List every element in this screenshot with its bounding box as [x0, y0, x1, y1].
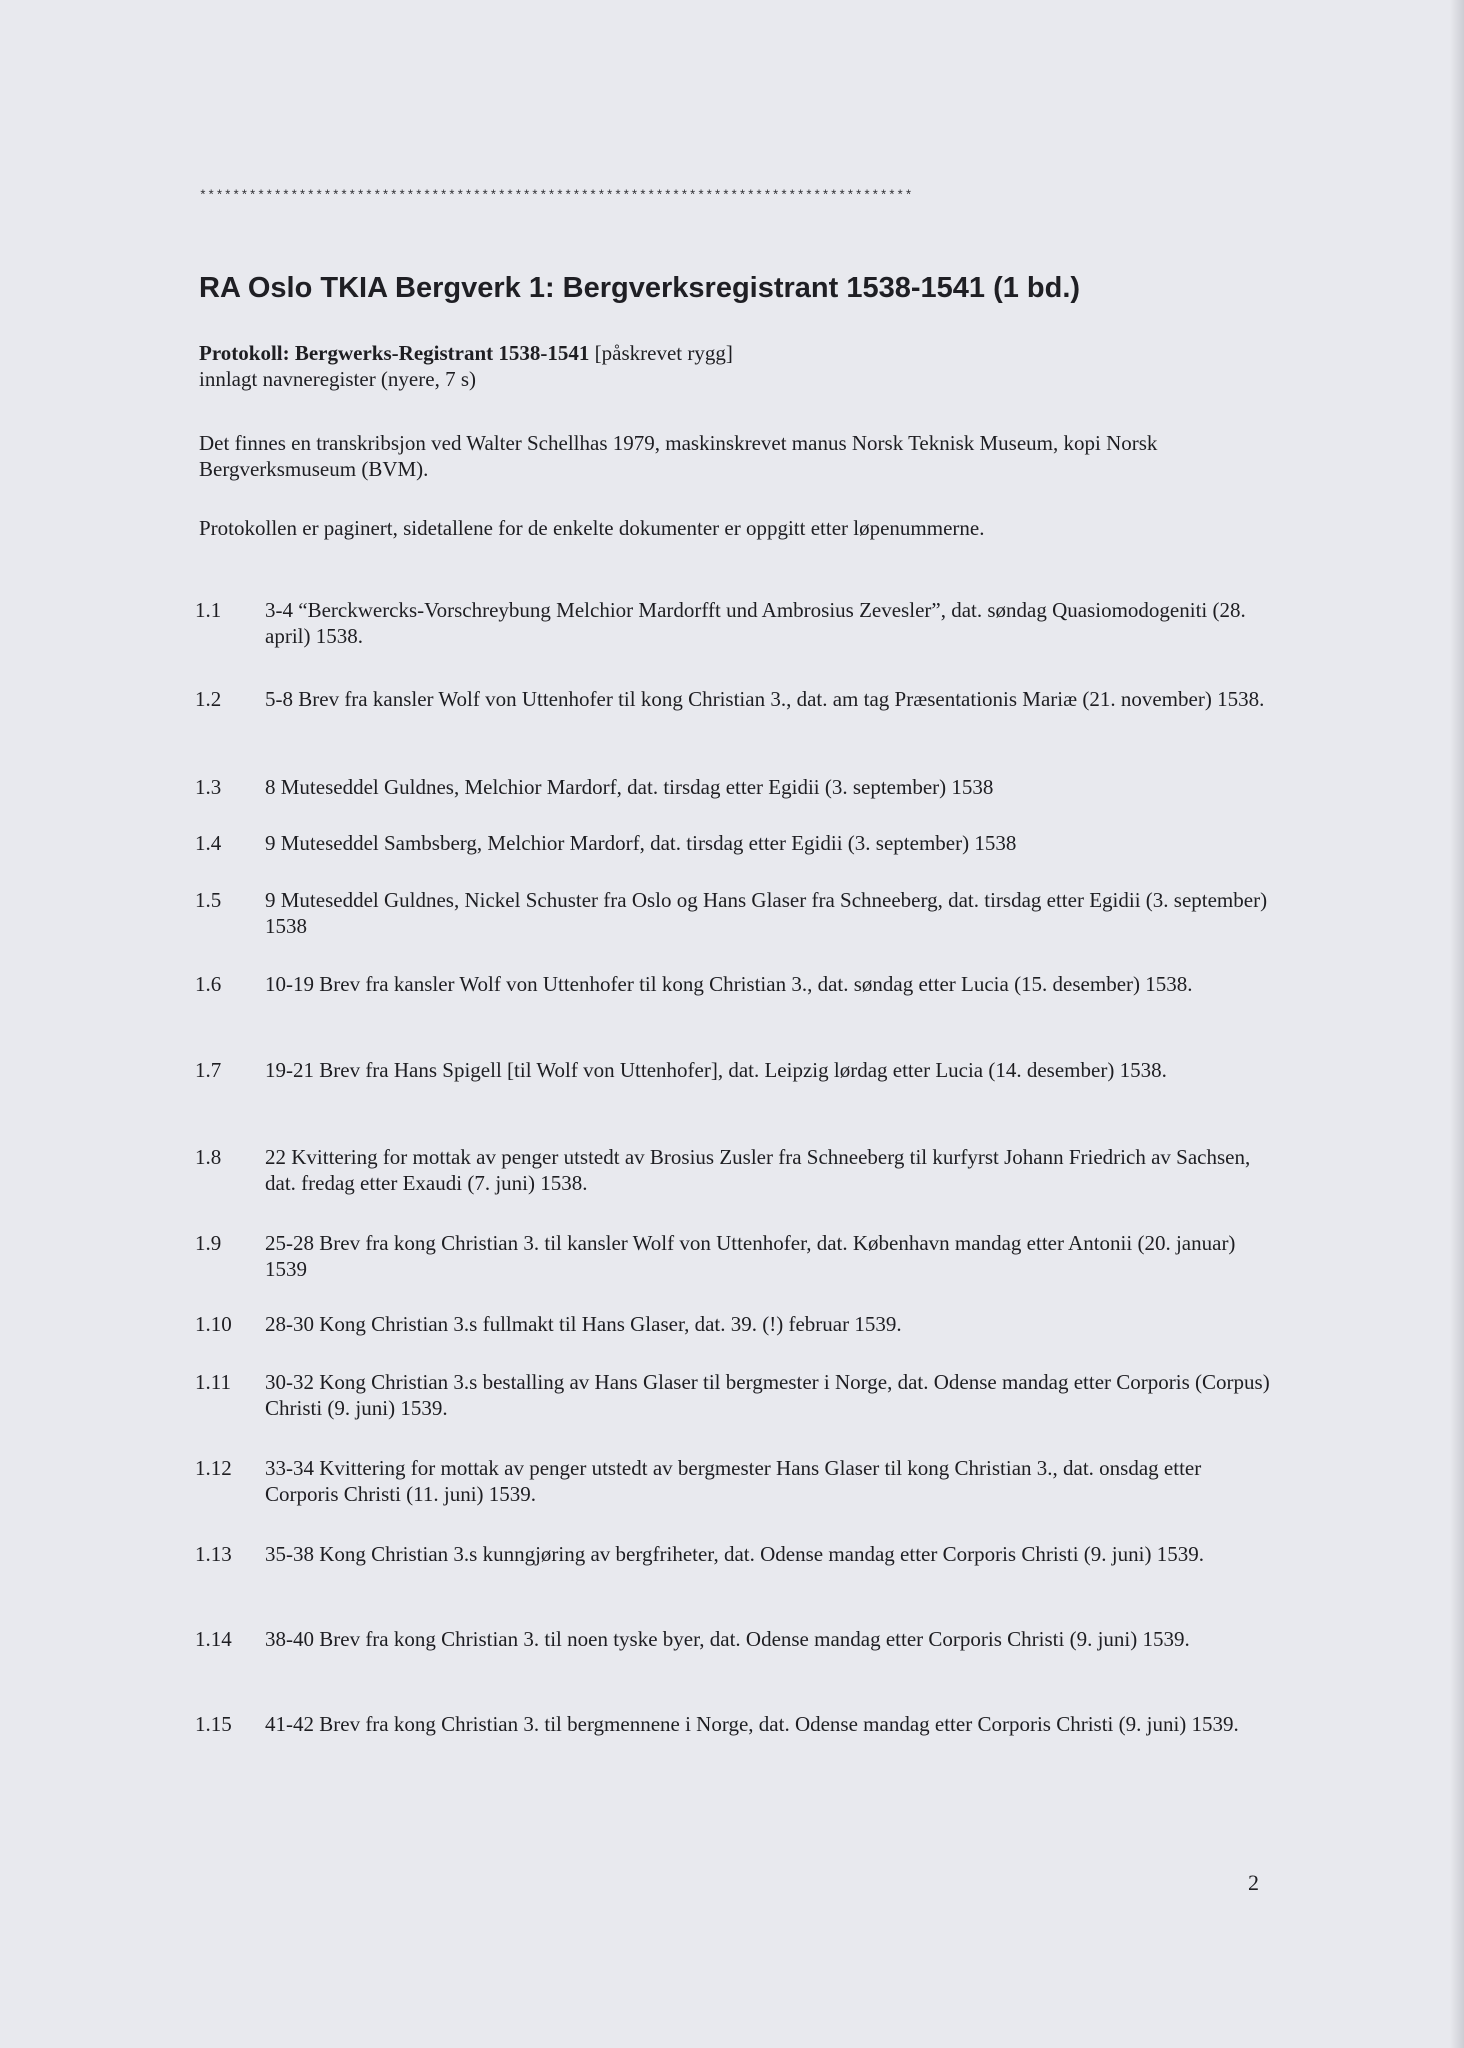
entry-number: 1.3 — [195, 775, 222, 799]
list-item — [195, 1311, 1275, 1337]
entry-number: 1.15 — [195, 1712, 232, 1736]
entry-number: 1.7 — [195, 1058, 222, 1082]
entry-number: 1.10 — [195, 1312, 232, 1336]
entry-number: 1.13 — [195, 1542, 232, 1566]
page-number: 2 — [1248, 1870, 1259, 1895]
separator-line: ************************************************************************************** — [199, 188, 913, 203]
list-item — [195, 1626, 1275, 1652]
pagination-paragraph: Protokollen er paginert, sidetallene for de enkelte dokumenter er oppgitt etter løpenummerne. — [199, 516, 985, 540]
protocol-note: [påskrevet rygg] — [594, 341, 733, 365]
list-item — [195, 774, 1275, 800]
list-item — [195, 887, 1275, 939]
list-item — [195, 830, 1275, 856]
entry-text: 25-28 Brev fra kong Christian 3. til kansler Wolf von Uttenhofer, dat. København mandag etter Antonii (20. januar) 1539 — [265, 1231, 1236, 1281]
entry-number: 1.1 — [195, 598, 222, 622]
entry-number: 1.9 — [195, 1231, 222, 1255]
entry-number: 1.8 — [195, 1145, 222, 1169]
list-item — [195, 597, 1275, 649]
entry-text: 35-38 Kong Christian 3.s kunngjøring av bergfriheter, dat. Odense mandag etter Corporis Christi (9. juni) 1539. — [265, 1542, 1204, 1566]
entry-text: 9 Muteseddel Sambsberg, Melchior Mardorf, dat. tirsdag etter Egidii (3. september) 1538 — [265, 831, 1017, 855]
entry-number: 1.5 — [195, 888, 222, 912]
entry-text: 9 Muteseddel Guldnes, Nickel Schuster fra Oslo og Hans Glaser fra Schneeberg, dat. tirsdag etter Egidii (3. september) 1538 — [265, 888, 1268, 938]
list-item — [195, 1144, 1275, 1196]
entry-number: 1.14 — [195, 1627, 232, 1651]
protocol-label: Protokoll: Bergwerks-Registrant 1538-1541 — [199, 341, 590, 365]
entry-text: 33-34 Kvittering for mottak av penger utstedt av bergmester Hans Glaser til kong Christian 3., dat. onsdag etter Corporis Christi (11. juni) 1539. — [265, 1456, 1202, 1506]
transcription-paragraph: Det finnes en transkribsjon ved Walter Schellhas 1979, maskinskrevet manus Norsk Teknisk Museum, kopi Norsk Bergverksmuseum (BVM). — [199, 431, 1158, 481]
entry-number: 1.6 — [195, 972, 222, 996]
entry-number: 1.2 — [195, 687, 222, 711]
list-item — [195, 1057, 1275, 1083]
entry-text: 8 Muteseddel Guldnes, Melchior Mardorf, dat. tirsdag etter Egidii (3. september) 1538 — [265, 775, 994, 799]
list-item — [195, 1369, 1275, 1421]
entry-number: 1.4 — [195, 831, 222, 855]
protocol-block — [199, 340, 1269, 392]
list-item — [195, 971, 1275, 997]
entry-text: 28-30 Kong Christian 3.s fullmakt til Hans Glaser, dat. 39. (!) februar 1539. — [265, 1312, 902, 1336]
entry-text: 38-40 Brev fra kong Christian 3. til noen tyske byer, dat. Odense mandag etter Corporis Christi (9. juni) 1539. — [265, 1627, 1190, 1651]
list-item — [195, 1455, 1275, 1507]
list-item — [195, 1230, 1275, 1282]
list-item — [195, 1541, 1275, 1567]
entry-text: 10-19 Brev fra kansler Wolf von Uttenhofer til kong Christian 3., dat. søndag etter Lucia (15. desember) 1538. — [265, 972, 1193, 996]
list-item — [195, 1711, 1275, 1737]
entry-text: 3-4 “Berckwercks-Vorschreybung Melchior Mardorfft und Ambrosius Zevesler”, dat. søndag Quasiomodogeniti (28. april) 1538. — [265, 598, 1246, 648]
entry-text: 41-42 Brev fra kong Christian 3. til bergmennene i Norge, dat. Odense mandag etter Corporis Christi (9. juni) 1539. — [265, 1712, 1239, 1736]
entry-text: 22 Kvittering for mottak av penger utstedt av Brosius Zusler fra Schneeberg til kurfyrst Johann Friedrich av Sachsen, dat. fredag etter Exaudi (7. juni) 1538. — [265, 1145, 1251, 1195]
entry-number: 1.12 — [195, 1456, 232, 1480]
page-edge-shadow — [1450, 0, 1464, 2048]
entry-number: 1.11 — [195, 1370, 231, 1394]
entry-text: 5-8 Brev fra kansler Wolf von Uttenhofer til kong Christian 3., dat. am tag Præsentationis Mariæ (21. november) 1538. — [265, 687, 1265, 711]
entry-text: 30-32 Kong Christian 3.s bestalling av Hans Glaser til bergmester i Norge, dat. Odense mandag etter Corporis (Corpus) Christi (9. juni) 1539. — [265, 1370, 1270, 1420]
protocol-line2: innlagt navneregister (nyere, 7 s) — [199, 367, 476, 391]
page-title: RA Oslo TKIA Bergverk 1: Bergverksregistrant 1538-1541 (1 bd.) — [199, 272, 1081, 304]
entry-text: 19-21 Brev fra Hans Spigell [til Wolf von Uttenhofer], dat. Leipzig lørdag etter Lucia (14. desember) 1538. — [265, 1058, 1167, 1082]
list-item — [195, 686, 1275, 712]
